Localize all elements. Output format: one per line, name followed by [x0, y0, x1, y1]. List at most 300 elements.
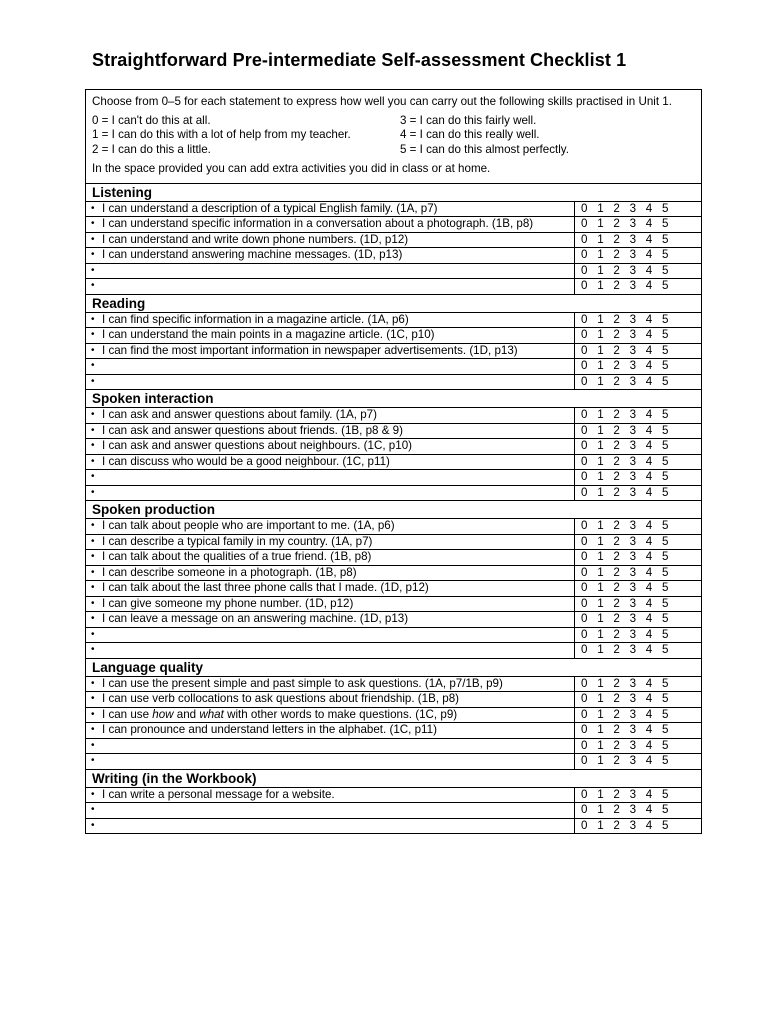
- score-option[interactable]: 0: [581, 439, 588, 452]
- score-option[interactable]: 0: [581, 263, 588, 277]
- score-option[interactable]: 0: [581, 534, 588, 548]
- table-row: [86, 279, 701, 295]
- table-row: [86, 612, 701, 628]
- score-option[interactable]: 0: [581, 707, 588, 721]
- score-option[interactable]: 3: [629, 754, 637, 767]
- bullet-icon: •: [91, 249, 95, 260]
- score-option[interactable]: 4: [645, 818, 653, 832]
- score-options: [575, 677, 701, 692]
- section-heading: Reading: [86, 295, 701, 313]
- score-option[interactable]: 3: [629, 470, 637, 483]
- score-options: [575, 535, 701, 550]
- score-option[interactable]: 2: [613, 818, 620, 832]
- checklist-table: [85, 89, 702, 834]
- score-option[interactable]: 2: [613, 232, 620, 246]
- statement-fragment: and: [173, 707, 200, 721]
- score-option[interactable]: 3: [629, 550, 637, 563]
- score-option[interactable]: 1: [597, 201, 604, 215]
- score-options: [575, 612, 701, 627]
- score-option[interactable]: 5: [661, 263, 669, 277]
- score-option[interactable]: 3: [629, 627, 637, 641]
- score-option[interactable]: 4: [645, 328, 653, 341]
- score-option[interactable]: 5: [661, 692, 669, 705]
- score-option[interactable]: 5: [661, 676, 669, 690]
- score-option[interactable]: 4: [645, 803, 653, 816]
- score-option[interactable]: 1: [597, 232, 604, 246]
- score-option[interactable]: 1: [597, 312, 604, 326]
- table-row: [86, 803, 701, 819]
- score-option[interactable]: 4: [645, 565, 653, 579]
- score-option[interactable]: 2: [613, 627, 620, 641]
- score-option[interactable]: 5: [661, 232, 669, 246]
- score-options: [575, 470, 701, 485]
- score-option[interactable]: 0: [581, 359, 588, 372]
- statement-cell: [86, 739, 575, 754]
- bullet-icon: •: [91, 708, 95, 720]
- score-option[interactable]: 1: [597, 217, 604, 230]
- score-option[interactable]: 4: [645, 439, 653, 452]
- score-options: [575, 264, 701, 279]
- score-option[interactable]: 1: [597, 439, 604, 452]
- score-option[interactable]: 5: [661, 818, 669, 832]
- score-option[interactable]: 2: [613, 485, 620, 499]
- score-option[interactable]: 0: [581, 279, 588, 292]
- table-row: [86, 424, 701, 440]
- score-option[interactable]: 0: [581, 565, 588, 579]
- score-option[interactable]: 2: [613, 248, 620, 261]
- scale-5: 5 = I can do this almost perfectly.: [400, 142, 569, 156]
- score-option[interactable]: 4: [645, 408, 653, 421]
- score-option[interactable]: 2: [613, 643, 620, 656]
- score-option[interactable]: 5: [661, 248, 669, 261]
- score-option[interactable]: 0: [581, 754, 588, 767]
- statement-cell: [86, 408, 575, 423]
- score-option[interactable]: 1: [597, 534, 604, 548]
- score-option[interactable]: 0: [581, 485, 588, 499]
- rating-scale: [92, 114, 695, 158]
- bullet-icon: •: [91, 677, 95, 689]
- statement-text: I can ask and answer questions about family. (1A, p7): [102, 408, 377, 421]
- score-option[interactable]: 0: [581, 248, 588, 261]
- score-option[interactable]: 4: [645, 627, 653, 641]
- table-row: [86, 233, 701, 249]
- table-row: [86, 264, 701, 280]
- score-option[interactable]: 5: [661, 519, 669, 532]
- scale-2: 2 = I can do this a little.: [92, 142, 211, 156]
- score-option[interactable]: 3: [629, 248, 637, 261]
- table-row: [86, 788, 701, 804]
- score-option[interactable]: 5: [661, 312, 669, 326]
- bullet-icon: •: [91, 471, 95, 482]
- score-option[interactable]: 4: [645, 676, 653, 690]
- score-option[interactable]: 0: [581, 818, 588, 832]
- score-option[interactable]: 0: [581, 787, 588, 801]
- score-option[interactable]: 5: [661, 612, 669, 625]
- score-option[interactable]: 5: [661, 328, 669, 341]
- score-option[interactable]: 2: [613, 328, 620, 341]
- score-option[interactable]: 1: [597, 803, 604, 816]
- table-row: [86, 739, 701, 755]
- bullet-icon: •: [91, 313, 95, 325]
- score-option[interactable]: 5: [661, 374, 669, 388]
- score-option[interactable]: 4: [645, 707, 653, 721]
- score-option[interactable]: 4: [645, 787, 653, 801]
- score-option[interactable]: 5: [661, 279, 669, 292]
- bullet-icon: •: [91, 613, 95, 624]
- score-option[interactable]: 1: [597, 423, 604, 437]
- score-option[interactable]: 1: [597, 454, 604, 468]
- score-option[interactable]: 2: [613, 263, 620, 277]
- score-option[interactable]: 4: [645, 359, 653, 372]
- statement-cell: [86, 455, 575, 470]
- score-option[interactable]: 1: [597, 374, 604, 388]
- score-option[interactable]: 0: [581, 612, 588, 625]
- score-option[interactable]: 2: [613, 612, 620, 625]
- table-row: [86, 519, 701, 535]
- score-option[interactable]: 2: [613, 423, 620, 437]
- score-option[interactable]: 4: [645, 263, 653, 277]
- score-option[interactable]: 1: [597, 612, 604, 625]
- score-option[interactable]: 3: [629, 217, 637, 230]
- statement-cell: [86, 248, 575, 263]
- score-option[interactable]: 3: [629, 263, 637, 277]
- statement-cell: [86, 677, 575, 692]
- statement-cell: [86, 566, 575, 581]
- score-option[interactable]: 0: [581, 470, 588, 483]
- score-option[interactable]: 4: [645, 201, 653, 215]
- score-option[interactable]: 5: [661, 596, 669, 610]
- score-option[interactable]: 5: [661, 201, 669, 215]
- score-options: [575, 344, 701, 359]
- score-option[interactable]: 2: [613, 217, 620, 230]
- score-options: [575, 439, 701, 454]
- score-option[interactable]: 1: [597, 707, 604, 721]
- score-options: [575, 739, 701, 754]
- score-option[interactable]: 3: [629, 787, 637, 801]
- score-option[interactable]: 4: [645, 217, 653, 230]
- score-option[interactable]: 5: [661, 754, 669, 767]
- score-option[interactable]: 1: [597, 627, 604, 641]
- statement-text: [102, 643, 572, 658]
- score-option[interactable]: 1: [597, 470, 604, 483]
- score-option[interactable]: 5: [661, 643, 669, 656]
- score-option[interactable]: 1: [597, 328, 604, 341]
- score-option[interactable]: 2: [613, 754, 620, 767]
- score-option[interactable]: 4: [645, 738, 653, 752]
- score-option[interactable]: 2: [613, 454, 620, 468]
- score-option[interactable]: 1: [597, 818, 604, 832]
- score-option[interactable]: 4: [645, 692, 653, 705]
- score-option[interactable]: 2: [613, 550, 620, 563]
- score-option[interactable]: 2: [613, 787, 620, 801]
- score-option[interactable]: 4: [645, 454, 653, 468]
- score-option[interactable]: 2: [613, 692, 620, 705]
- score-options: [575, 754, 701, 769]
- score-option[interactable]: 0: [581, 738, 588, 752]
- score-option[interactable]: 1: [597, 738, 604, 752]
- score-option[interactable]: 0: [581, 423, 588, 437]
- score-option[interactable]: 3: [629, 612, 637, 625]
- table-row: [86, 328, 701, 344]
- score-option[interactable]: 3: [629, 723, 637, 736]
- score-option[interactable]: 1: [597, 723, 604, 736]
- score-option[interactable]: 2: [613, 707, 620, 721]
- score-option[interactable]: 4: [645, 279, 653, 292]
- table-row: [86, 217, 701, 233]
- score-option[interactable]: 4: [645, 612, 653, 625]
- score-option[interactable]: 0: [581, 343, 588, 357]
- score-option[interactable]: 3: [629, 343, 637, 357]
- score-option[interactable]: 2: [613, 738, 620, 752]
- bullet-icon: •: [91, 566, 95, 578]
- bullet-icon: •: [91, 739, 95, 751]
- score-option[interactable]: 4: [645, 232, 653, 246]
- bullet-icon: •: [91, 520, 95, 531]
- score-option[interactable]: 2: [613, 596, 620, 610]
- score-option[interactable]: 3: [629, 328, 637, 341]
- score-option[interactable]: 3: [629, 454, 637, 468]
- score-option[interactable]: 4: [645, 423, 653, 437]
- score-option[interactable]: 5: [661, 787, 669, 801]
- score-option[interactable]: 4: [645, 519, 653, 532]
- score-option[interactable]: 0: [581, 627, 588, 641]
- score-options: [575, 375, 701, 390]
- score-option[interactable]: 5: [661, 534, 669, 548]
- bullet-icon: •: [91, 375, 95, 387]
- score-option[interactable]: 5: [661, 454, 669, 468]
- score-option[interactable]: 4: [645, 754, 653, 767]
- statement-text: I can understand the main points in a magazine article. (1C, p10): [102, 328, 435, 341]
- score-option[interactable]: 3: [629, 485, 637, 499]
- score-option[interactable]: 1: [597, 550, 604, 563]
- score-option[interactable]: 5: [661, 217, 669, 230]
- score-option[interactable]: 1: [597, 565, 604, 579]
- score-option[interactable]: 0: [581, 328, 588, 341]
- table-row: [86, 643, 701, 659]
- section-heading: Spoken production: [86, 501, 701, 519]
- score-options: [575, 233, 701, 248]
- score-option[interactable]: 5: [661, 439, 669, 452]
- score-option[interactable]: 1: [597, 279, 604, 292]
- score-option[interactable]: 3: [629, 374, 637, 388]
- score-option[interactable]: 2: [613, 565, 620, 579]
- bullet-icon: •: [91, 788, 95, 800]
- statement-cell: [86, 612, 575, 627]
- score-option[interactable]: 3: [629, 408, 637, 421]
- score-option[interactable]: 5: [661, 723, 669, 736]
- score-option[interactable]: 3: [629, 596, 637, 610]
- score-option[interactable]: 0: [581, 519, 588, 532]
- bullet-icon: •: [91, 264, 95, 276]
- statement-cell: [86, 313, 575, 328]
- score-option[interactable]: 4: [645, 312, 653, 326]
- score-option[interactable]: 4: [645, 643, 653, 656]
- table-row: [86, 359, 701, 375]
- score-option[interactable]: 4: [645, 596, 653, 610]
- score-option[interactable]: 1: [597, 263, 604, 277]
- score-option[interactable]: 4: [645, 248, 653, 261]
- score-option[interactable]: 4: [645, 470, 653, 483]
- score-option[interactable]: 4: [645, 550, 653, 563]
- score-option[interactable]: 5: [661, 470, 669, 483]
- score-option[interactable]: 5: [661, 485, 669, 499]
- score-option[interactable]: 0: [581, 312, 588, 326]
- table-row: [86, 581, 701, 597]
- score-option[interactable]: 1: [597, 692, 604, 705]
- score-options: [575, 519, 701, 534]
- score-options: [575, 408, 701, 423]
- score-option[interactable]: 1: [597, 359, 604, 372]
- score-option[interactable]: 3: [629, 359, 637, 372]
- score-option[interactable]: 2: [613, 279, 620, 292]
- score-option[interactable]: 0: [581, 723, 588, 736]
- score-option[interactable]: 0: [581, 596, 588, 610]
- score-option[interactable]: 1: [597, 676, 604, 690]
- score-option[interactable]: 0: [581, 232, 588, 246]
- score-option[interactable]: 3: [629, 439, 637, 452]
- score-option[interactable]: 4: [645, 534, 653, 548]
- score-option[interactable]: 1: [597, 581, 604, 594]
- score-option[interactable]: 5: [661, 423, 669, 437]
- statement-text: I can describe a typical family in my country. (1A, p7): [102, 534, 373, 548]
- score-option[interactable]: 1: [597, 754, 604, 767]
- score-option[interactable]: 5: [661, 343, 669, 357]
- score-option[interactable]: 5: [661, 550, 669, 563]
- score-option[interactable]: 3: [629, 738, 637, 752]
- score-option[interactable]: 4: [645, 374, 653, 388]
- score-option[interactable]: 2: [613, 581, 620, 594]
- score-option[interactable]: 1: [597, 408, 604, 421]
- score-option[interactable]: 0: [581, 408, 588, 421]
- score-option[interactable]: 4: [645, 343, 653, 357]
- score-option[interactable]: 1: [597, 596, 604, 610]
- score-option[interactable]: 2: [613, 534, 620, 548]
- statement-text: I can talk about the qualities of a true friend. (1B, p8): [102, 550, 372, 563]
- statement-text: [102, 739, 572, 754]
- statement-cell: [86, 692, 575, 707]
- score-option[interactable]: 4: [645, 581, 653, 594]
- score-option[interactable]: 1: [597, 519, 604, 532]
- bullet-icon: •: [91, 693, 95, 704]
- score-option[interactable]: 0: [581, 454, 588, 468]
- score-options: [575, 202, 701, 217]
- scale-4: 4 = I can do this really well.: [400, 128, 540, 141]
- score-option[interactable]: 3: [629, 312, 637, 326]
- score-option[interactable]: 0: [581, 643, 588, 656]
- table-row: [86, 486, 701, 502]
- score-option[interactable]: 3: [629, 676, 637, 690]
- statement-text: [102, 486, 572, 501]
- statement-cell: [86, 439, 575, 454]
- page-title: Straightforward Pre-intermediate Self-assessment Checklist 1: [92, 50, 627, 70]
- score-option[interactable]: 3: [629, 232, 637, 246]
- score-option[interactable]: 2: [613, 803, 620, 816]
- statement-cell: [86, 581, 575, 596]
- score-option[interactable]: 3: [629, 692, 637, 705]
- score-option[interactable]: 3: [629, 818, 637, 832]
- score-option[interactable]: 3: [629, 707, 637, 721]
- score-option[interactable]: 5: [661, 803, 669, 816]
- score-option[interactable]: 5: [661, 581, 669, 594]
- statement-cell: [86, 550, 575, 565]
- score-option[interactable]: 5: [661, 565, 669, 579]
- score-option[interactable]: 1: [597, 485, 604, 499]
- score-option[interactable]: 3: [629, 519, 637, 532]
- score-options: [575, 248, 701, 263]
- score-option[interactable]: 2: [613, 408, 620, 421]
- score-option[interactable]: 1: [597, 343, 604, 357]
- statement-cell: [86, 217, 575, 232]
- section-heading: Language quality: [86, 659, 701, 677]
- score-option[interactable]: 0: [581, 803, 588, 816]
- statement-cell: [86, 486, 575, 501]
- section-heading: Spoken interaction: [86, 390, 701, 408]
- score-option[interactable]: 0: [581, 217, 588, 230]
- score-option[interactable]: 5: [661, 707, 669, 721]
- score-option[interactable]: 3: [629, 581, 637, 594]
- bullet-icon: •: [91, 424, 95, 436]
- score-option[interactable]: 3: [629, 803, 637, 816]
- score-option[interactable]: 2: [613, 519, 620, 532]
- score-option[interactable]: 5: [661, 738, 669, 752]
- score-option[interactable]: 0: [581, 550, 588, 563]
- score-option[interactable]: 3: [629, 534, 637, 548]
- score-option[interactable]: 0: [581, 374, 588, 388]
- statement-text: I can ask and answer questions about friends. (1B, p8 & 9): [102, 423, 403, 437]
- score-option[interactable]: 1: [597, 787, 604, 801]
- score-option[interactable]: 2: [613, 723, 620, 736]
- table-row: [86, 313, 701, 329]
- score-option[interactable]: 3: [629, 423, 637, 437]
- score-option[interactable]: 2: [613, 676, 620, 690]
- score-option[interactable]: 2: [613, 201, 620, 215]
- score-options: [575, 313, 701, 328]
- score-option[interactable]: 3: [629, 279, 637, 292]
- statement-cell: [86, 344, 575, 359]
- score-option[interactable]: 2: [613, 359, 620, 372]
- bullet-icon: •: [91, 535, 95, 547]
- score-option[interactable]: 3: [629, 201, 637, 215]
- statement-text: I can pronounce and understand letters in the alphabet. (1C, p11): [102, 723, 437, 736]
- score-option[interactable]: 1: [597, 248, 604, 261]
- score-option[interactable]: 1: [597, 643, 604, 656]
- score-option[interactable]: 3: [629, 643, 637, 656]
- statement-cell: [86, 708, 575, 723]
- bullet-icon: •: [91, 329, 95, 340]
- score-option[interactable]: 2: [613, 374, 620, 388]
- score-option[interactable]: 3: [629, 565, 637, 579]
- score-option[interactable]: 2: [613, 343, 620, 357]
- bullet-icon: •: [91, 344, 95, 356]
- score-option[interactable]: 0: [581, 201, 588, 215]
- score-option[interactable]: 5: [661, 359, 669, 372]
- table-row: [86, 677, 701, 693]
- score-options: [575, 708, 701, 723]
- score-option[interactable]: 2: [613, 470, 620, 483]
- score-option[interactable]: 4: [645, 723, 653, 736]
- sections-container: [86, 184, 701, 834]
- statement-cell: [86, 597, 575, 612]
- score-option[interactable]: 2: [613, 312, 620, 326]
- score-option[interactable]: 0: [581, 676, 588, 690]
- table-row: [86, 344, 701, 360]
- score-option[interactable]: 0: [581, 692, 588, 705]
- score-option[interactable]: 5: [661, 408, 669, 421]
- score-option[interactable]: 4: [645, 485, 653, 499]
- score-option[interactable]: 5: [661, 627, 669, 641]
- score-option[interactable]: 0: [581, 581, 588, 594]
- score-option[interactable]: 2: [613, 439, 620, 452]
